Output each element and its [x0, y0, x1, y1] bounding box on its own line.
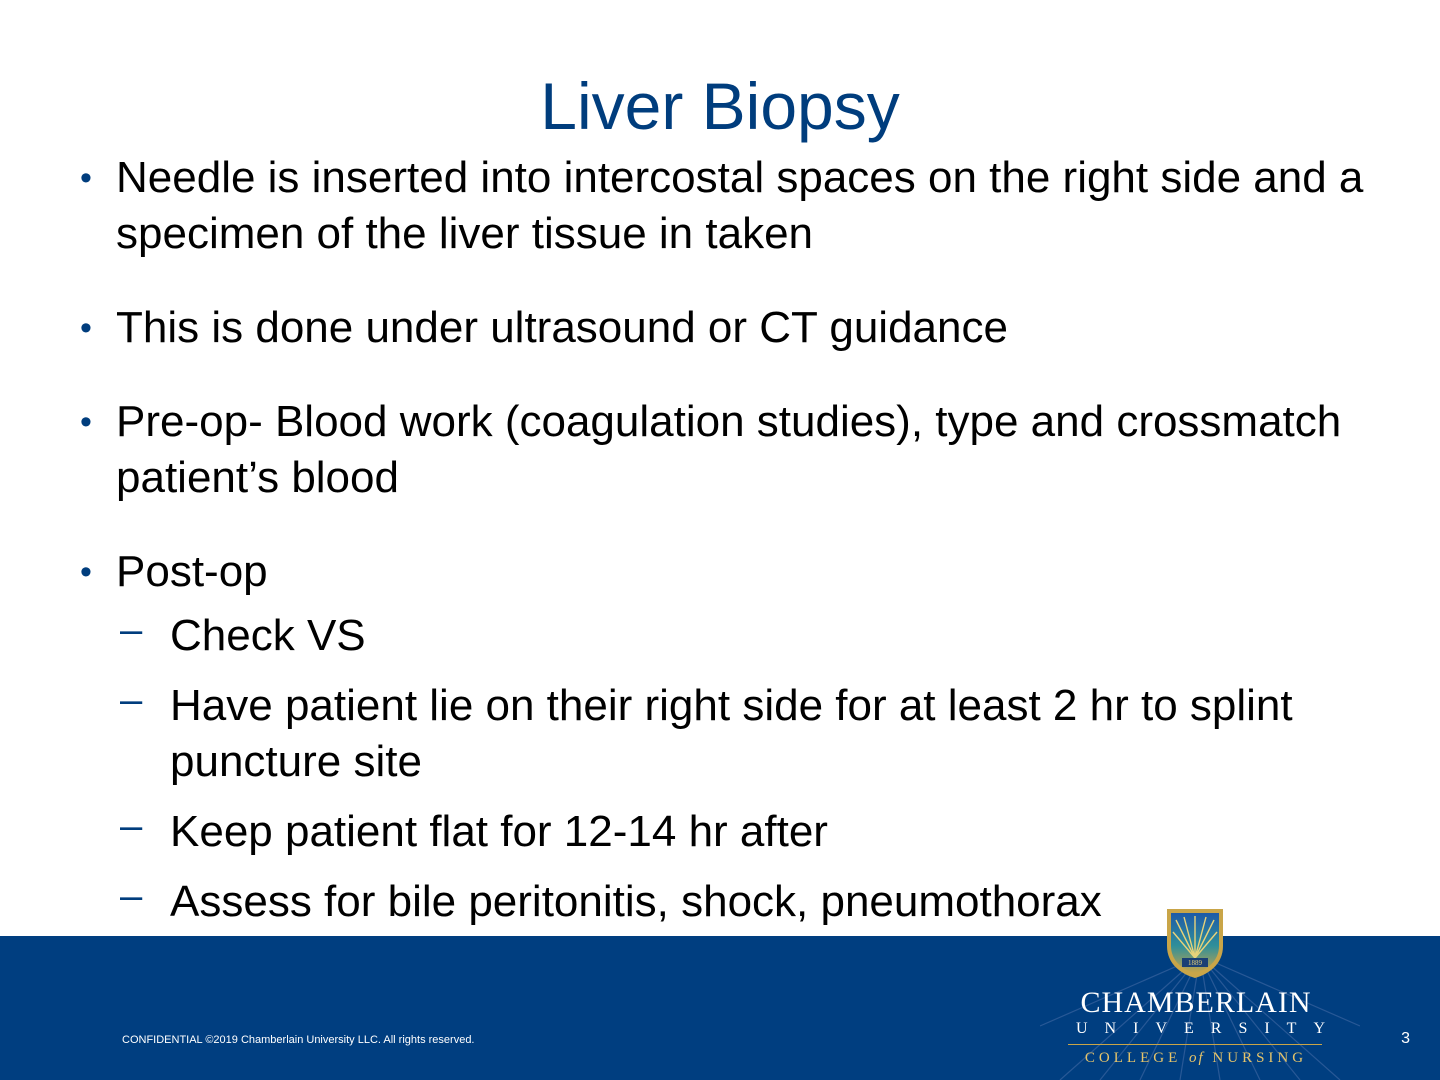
bullet-item [80, 394, 1370, 506]
post-op-sub-list [116, 608, 1370, 930]
bullet-item-post-op [80, 544, 1370, 930]
sub-bullet-item [116, 678, 1370, 790]
bullet-item [80, 150, 1370, 262]
bullet-dot-icon: • [80, 403, 92, 441]
shield-year: 1889 [1188, 959, 1202, 967]
sub-bullet-item [116, 608, 1370, 664]
bullet-item [80, 300, 1370, 356]
logo-college-suffix: NURSING [1212, 1050, 1308, 1066]
sub-bullet-text: Assess for bile peritonitis, shock, pneumothorax [170, 877, 1102, 926]
sub-bullet-item [116, 804, 1370, 860]
bullet-text: Pre-op- Blood work (coagulation studies), type and crossmatch patient’s blood [116, 397, 1342, 502]
bullet-text: This is done under ultrasound or CT guidance [116, 303, 1008, 352]
dash-icon: – [120, 874, 143, 918]
dash-icon: – [120, 608, 143, 652]
dash-icon: – [120, 804, 143, 848]
bullet-list [80, 150, 1370, 968]
slide-title: Liver Biopsy [540, 69, 900, 143]
bullet-text: Needle is inserted into intercostal spaces on the right side and a specimen of the liver tissue in taken [116, 153, 1364, 258]
confidential-notice: CONFIDENTIAL ©2019 Chamberlain University LLC. All rights reserved. [122, 1034, 475, 1046]
sub-bullet-text: Check VS [170, 611, 366, 660]
logo-divider [1068, 1044, 1322, 1045]
logo-college-of: of [1188, 1050, 1205, 1066]
sub-bullet-text: Keep patient flat for 12-14 hr after [170, 807, 828, 856]
bullet-text: Post-op [116, 547, 268, 596]
bullet-dot-icon: • [80, 159, 92, 197]
logo-college-prefix: COLLEGE [1084, 1050, 1182, 1066]
dash-icon: – [120, 678, 143, 722]
sub-bullet-text: Have patient lie on their right side for at least 2 hr to splint puncture site [170, 681, 1293, 786]
logo-college [1066, 1050, 1326, 1067]
logo-name: CHAMBERLAIN [1080, 986, 1312, 1019]
bullet-dot-icon: • [80, 309, 92, 347]
page-number: 3 [1401, 1030, 1410, 1047]
bullet-dot-icon: • [80, 553, 92, 591]
logo-university: UNIVERSITY [1076, 1020, 1342, 1037]
university-shield-icon [1164, 906, 1226, 980]
